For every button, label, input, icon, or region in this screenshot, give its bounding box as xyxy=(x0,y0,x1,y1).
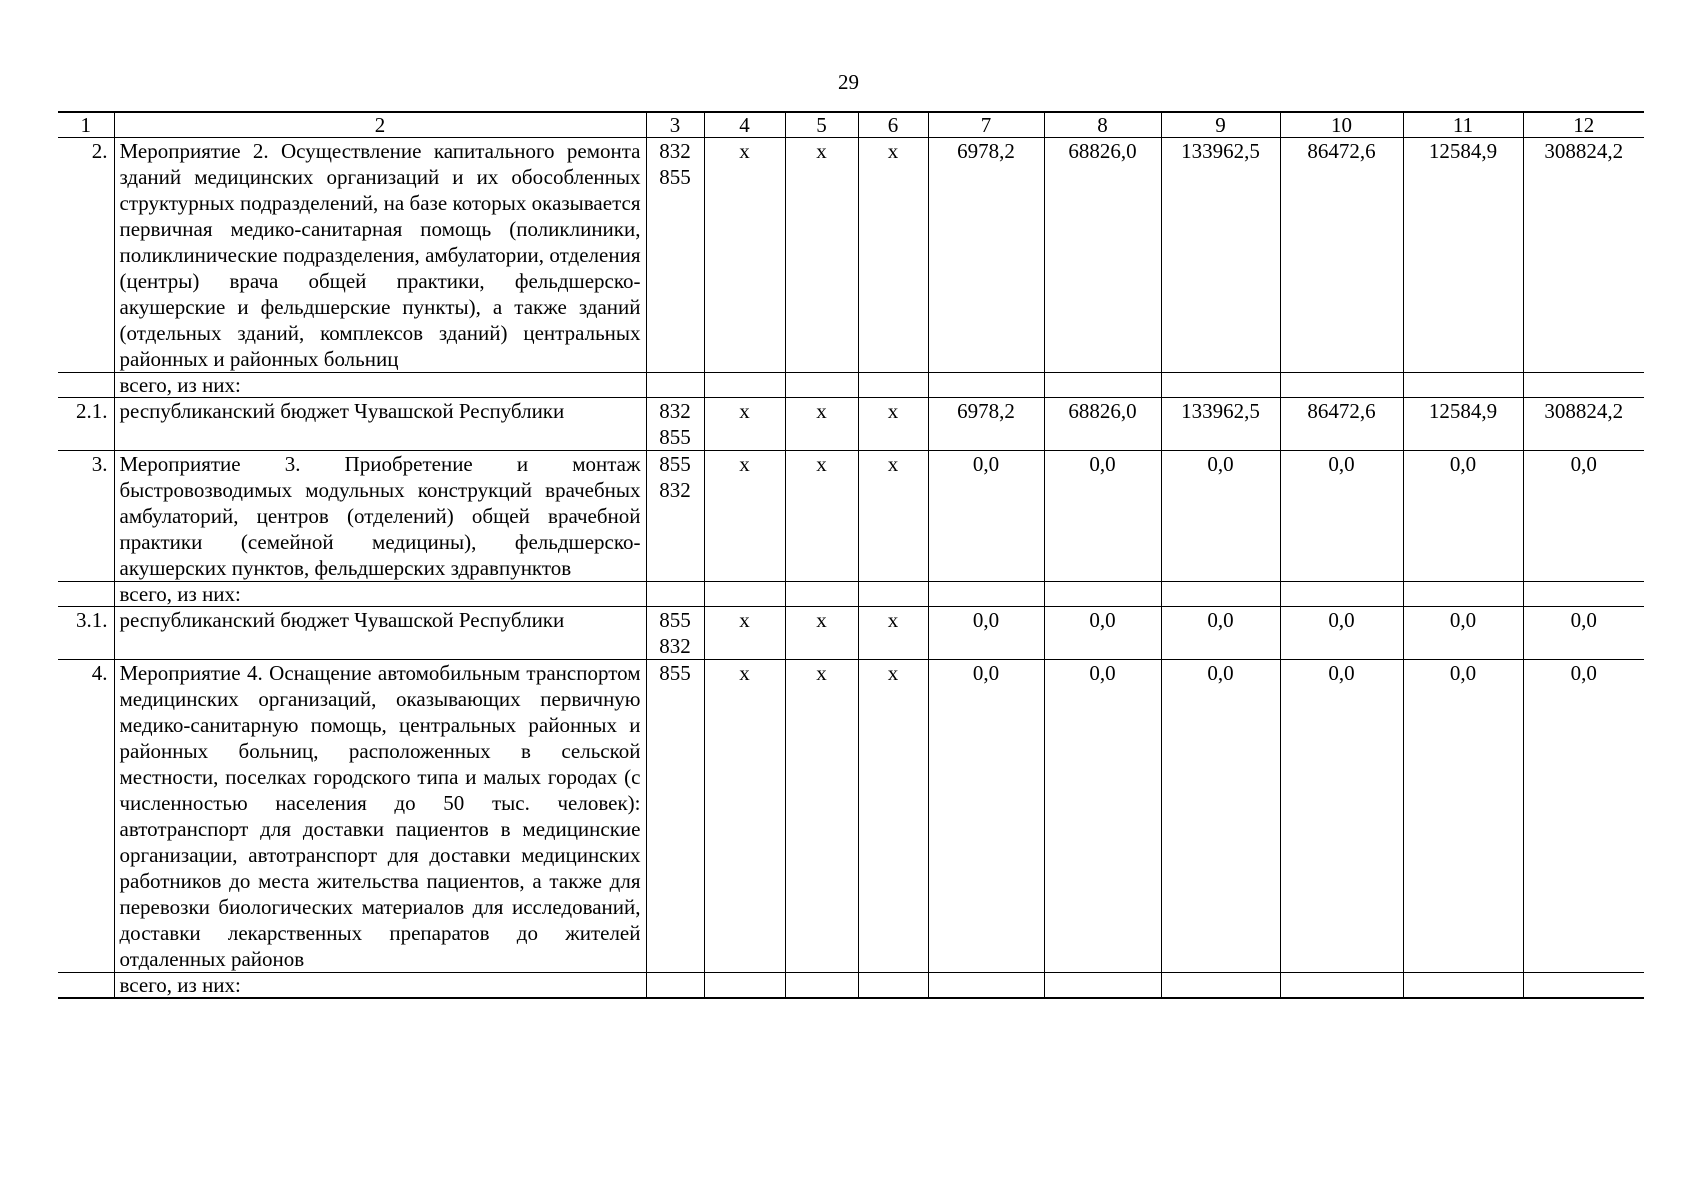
header-cell: 7 xyxy=(928,112,1044,138)
cell-value: 0,0 xyxy=(1044,451,1161,582)
row-number: 2.1. xyxy=(58,398,114,451)
code-value: 855 xyxy=(659,608,691,632)
cell-col5: х xyxy=(785,607,858,660)
code-value: 832 xyxy=(659,478,691,502)
cell-value: 0,0 xyxy=(1403,451,1523,582)
header-cell: 8 xyxy=(1044,112,1161,138)
cell-col4: х xyxy=(704,138,785,373)
cell-value: 0,0 xyxy=(1403,607,1523,660)
cell-col6: х xyxy=(858,398,928,451)
row-number xyxy=(58,973,114,999)
cell-value: 0,0 xyxy=(1280,660,1403,973)
cell-col4: х xyxy=(704,607,785,660)
header-cell: 12 xyxy=(1523,112,1644,138)
table-row xyxy=(58,607,1644,660)
header-cell: 4 xyxy=(704,112,785,138)
table-row xyxy=(58,973,1644,999)
cell-value: 0,0 xyxy=(1161,607,1280,660)
code-value: 832 xyxy=(659,139,691,163)
row-codes xyxy=(646,607,704,660)
code-value: 855 xyxy=(659,425,691,449)
table-row xyxy=(58,451,1644,582)
row-codes xyxy=(646,660,704,973)
cell-col5: х xyxy=(785,660,858,973)
cell-value: 133962,5 xyxy=(1161,138,1280,373)
row-description: всего, из них: xyxy=(114,582,646,607)
cell-value: 0,0 xyxy=(1523,607,1644,660)
row-codes xyxy=(646,138,704,373)
cell-col4: х xyxy=(704,660,785,973)
table-row xyxy=(58,398,1644,451)
cell-value: 12584,9 xyxy=(1403,398,1523,451)
row-description: Мероприятие 2. Осуществление капитального ремонта зданий медицинских организаций и их обособленных структурных подразделений, на базе которых оказывается первичная медико-санитарная помощь (поликлиники, поликлинические подразделения, амбулатории, отделения (центры) врача общей практики, фельдшерско-акушерские и фельдшерские пункты), а также зданий (отдельных зданий, комплексов зданий) центральных районных и районных больниц xyxy=(114,138,646,373)
header-cell: 5 xyxy=(785,112,858,138)
cell-col5: х xyxy=(785,451,858,582)
cell-value: 0,0 xyxy=(928,451,1044,582)
header-cell: 10 xyxy=(1280,112,1403,138)
cell-value: 0,0 xyxy=(1523,660,1644,973)
code-value: 832 xyxy=(659,634,691,658)
code-value: 855 xyxy=(659,661,691,685)
cell-value: 0,0 xyxy=(1044,607,1161,660)
cell-col6: х xyxy=(858,138,928,373)
header-cell: 11 xyxy=(1403,112,1523,138)
header-cell: 2 xyxy=(114,112,646,138)
cell-value: 0,0 xyxy=(928,660,1044,973)
cell-value: 68826,0 xyxy=(1044,138,1161,373)
row-number xyxy=(58,582,114,607)
row-number: 3.1. xyxy=(58,607,114,660)
code-value: 855 xyxy=(659,165,691,189)
row-codes xyxy=(646,398,704,451)
table-row xyxy=(58,373,1644,398)
row-number xyxy=(58,373,114,398)
cell-col4: х xyxy=(704,451,785,582)
cell-value: 0,0 xyxy=(1161,660,1280,973)
header-cell: 9 xyxy=(1161,112,1280,138)
cell-value: 12584,9 xyxy=(1403,138,1523,373)
code-value: 832 xyxy=(659,399,691,423)
row-description: всего, из них: xyxy=(114,973,646,999)
code-value: 855 xyxy=(659,452,691,476)
cell-col6: х xyxy=(858,607,928,660)
cell-value: 133962,5 xyxy=(1161,398,1280,451)
header-cell: 1 xyxy=(58,112,114,138)
cell-value: 308824,2 xyxy=(1523,138,1644,373)
header-cell: 6 xyxy=(858,112,928,138)
cell-col6: х xyxy=(858,660,928,973)
cell-value: 0,0 xyxy=(1403,660,1523,973)
cell-value: 0,0 xyxy=(1044,660,1161,973)
cell-value: 86472,6 xyxy=(1280,398,1403,451)
cell-value: 0,0 xyxy=(1280,451,1403,582)
cell-value: 308824,2 xyxy=(1523,398,1644,451)
cell-value: 0,0 xyxy=(1161,451,1280,582)
row-number: 2. xyxy=(58,138,114,373)
cell-value: 0,0 xyxy=(1523,451,1644,582)
table-row xyxy=(58,138,1644,373)
row-codes xyxy=(646,451,704,582)
budget-table xyxy=(58,111,1644,999)
row-number: 3. xyxy=(58,451,114,582)
table-row xyxy=(58,582,1644,607)
cell-value: 68826,0 xyxy=(1044,398,1161,451)
table-row xyxy=(58,660,1644,973)
row-description: республиканский бюджет Чувашской Республики xyxy=(114,398,646,451)
header-cell: 3 xyxy=(646,112,704,138)
cell-col6: х xyxy=(858,451,928,582)
cell-value: 86472,6 xyxy=(1280,138,1403,373)
row-number: 4. xyxy=(58,660,114,973)
header-row xyxy=(58,112,1644,138)
row-description: всего, из них: xyxy=(114,373,646,398)
cell-col5: х xyxy=(785,138,858,373)
cell-col5: х xyxy=(785,398,858,451)
cell-value: 6978,2 xyxy=(928,398,1044,451)
row-description: Мероприятие 3. Приобретение и монтаж быстровозводимых модульных конструкций врачебных амбулаторий, центров (отделений) общей врачебной практики (семейной медицины), фельдшерско-акушерских пунктов, фельдшерских здравпунктов xyxy=(114,451,646,582)
cell-value: 0,0 xyxy=(928,607,1044,660)
row-description: республиканский бюджет Чувашской Республики xyxy=(114,607,646,660)
cell-col4: х xyxy=(704,398,785,451)
row-description: Мероприятие 4. Оснащение автомобильным транспортом медицинских организаций, оказывающих первичную медико-санитарную помощь, центральных районных и районных больниц, расположенных в сельской местности, поселках городского типа и малых городах (с численностью населения до 50 тыс. человек): автотранспорт для доставки пациентов в медицинские организации, автотранспорт для доставки медицинских работников до места жительства пациентов, а также для перевозки биологических материалов для исследований, доставки лекарственных препаратов до жителей отдаленных районов xyxy=(114,660,646,973)
cell-value: 6978,2 xyxy=(928,138,1044,373)
cell-value: 0,0 xyxy=(1280,607,1403,660)
page-number: 29 xyxy=(838,70,859,94)
